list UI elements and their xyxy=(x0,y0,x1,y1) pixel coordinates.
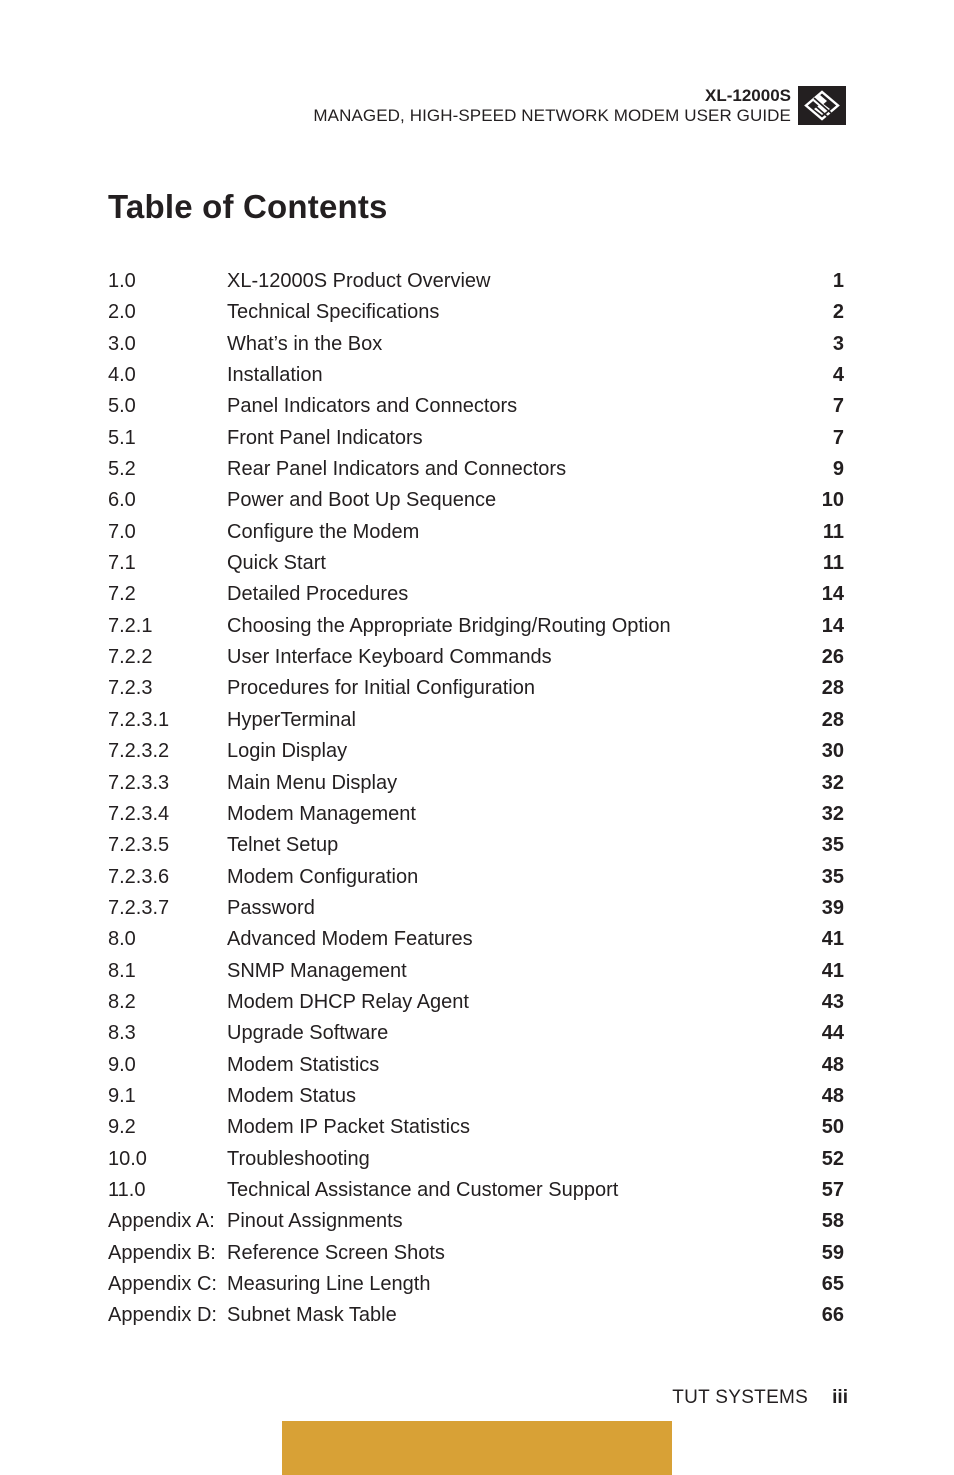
toc-entry[interactable] xyxy=(108,736,844,767)
toc-entry-page: 7 xyxy=(832,426,844,449)
toc-entry[interactable] xyxy=(108,548,844,579)
toc-entry-number: 7.2.3 xyxy=(108,677,153,700)
footer-page-number: iii xyxy=(832,1387,848,1408)
toc-entry-page: 58 xyxy=(821,1210,844,1233)
toc-entry-title: Reference Screen Shots xyxy=(227,1241,445,1264)
toc-entry-number: 7.2.2 xyxy=(108,646,153,669)
running-header xyxy=(313,86,791,126)
toc-entry-title: Panel Indicators and Connectors xyxy=(227,395,518,418)
toc-entry-page: 1 xyxy=(832,270,844,292)
toc-entry-title: Procedures for Initial Configuration xyxy=(227,677,535,700)
toc-entry[interactable] xyxy=(108,642,844,673)
toc-entry-number: 7.2.3.3 xyxy=(108,771,170,794)
toc-entry-page: 35 xyxy=(821,865,844,888)
product-name: XL-12000S xyxy=(705,86,791,105)
toc-entry-number: Appendix D: xyxy=(108,1304,217,1327)
toc-entry-number: 7.0 xyxy=(108,520,136,543)
toc-entry-page: 26 xyxy=(821,646,844,669)
toc-entry[interactable] xyxy=(108,485,844,516)
toc-entry-number: Appendix A: xyxy=(108,1210,215,1233)
toc-entry[interactable] xyxy=(108,423,844,454)
toc-entry-page: 30 xyxy=(821,740,844,763)
toc-entry[interactable] xyxy=(108,705,844,736)
page-footer xyxy=(672,1386,848,1410)
toc-entry-number: 11.0 xyxy=(108,1178,146,1201)
toc-entry[interactable] xyxy=(108,1269,844,1300)
toc-entry[interactable] xyxy=(108,517,844,548)
toc-entry[interactable] xyxy=(108,924,844,955)
toc-entry-number: 5.1 xyxy=(108,426,136,449)
toc-entry[interactable] xyxy=(108,673,844,704)
toc-entry-page: 32 xyxy=(821,802,844,825)
toc-entry[interactable] xyxy=(108,1050,844,1081)
toc-entry[interactable] xyxy=(108,1081,844,1112)
toc-entry-number: 4.0 xyxy=(108,364,136,387)
toc-entry-number: 7.2.3.7 xyxy=(108,896,170,919)
toc-entry[interactable] xyxy=(108,360,844,391)
toc-entry-page: 11 xyxy=(822,520,844,543)
toc-entry-number: Appendix B: xyxy=(108,1241,216,1264)
toc-entry[interactable] xyxy=(108,611,844,642)
toc-entry-title: Technical Specifications xyxy=(227,301,440,324)
toc-entry-number: 9.0 xyxy=(108,1053,136,1076)
toc-entry-page: 48 xyxy=(821,1084,844,1107)
toc-entry-page: 35 xyxy=(821,834,844,857)
toc-entry-title: Front Panel Indicators xyxy=(227,426,423,449)
toc-entry[interactable] xyxy=(108,956,844,987)
toc-entry-page: 65 xyxy=(821,1273,844,1295)
toc-entry[interactable] xyxy=(108,1300,844,1331)
toc-entry[interactable] xyxy=(108,1175,844,1206)
toc-entry-number: 7.2.3.4 xyxy=(108,802,170,825)
toc-entry-title: Detailed Procedures xyxy=(227,583,409,606)
toc-entry-page: 4 xyxy=(832,364,844,387)
toc-entry-page: 48 xyxy=(821,1053,844,1076)
toc-entry-number: 7.2.3.5 xyxy=(108,834,170,857)
toc-entry-number: 5.0 xyxy=(108,395,136,418)
toc-entry-title: Login Display xyxy=(227,740,348,763)
toc-entry[interactable] xyxy=(108,297,844,328)
toc-entry-title: What’s in the Box xyxy=(227,332,383,355)
toc-entry-number: 10.0 xyxy=(108,1147,147,1170)
toc-entry-number: 8.3 xyxy=(108,1022,136,1045)
toc-entry-title: Modem Management xyxy=(227,802,416,825)
toc-entry-page: 44 xyxy=(821,1022,844,1045)
toc-entry-title: Modem Status xyxy=(227,1084,356,1107)
toc-entry-title: Subnet Mask Table xyxy=(227,1304,397,1327)
toc-entry-number: 9.2 xyxy=(108,1116,136,1139)
toc-entry-number: 7.2.1 xyxy=(108,614,153,637)
toc-entry-page: 28 xyxy=(821,677,844,700)
toc-entry[interactable] xyxy=(108,862,844,893)
footer-company: TUT SYSTEMS xyxy=(672,1387,809,1408)
toc-entry[interactable] xyxy=(108,1112,844,1143)
toc-entry-title: User Interface Keyboard Commands xyxy=(227,646,552,669)
toc-entry-title: Power and Boot Up Sequence xyxy=(227,489,497,512)
toc-entry-page: 3 xyxy=(832,332,844,355)
toc-entry-page: 52 xyxy=(821,1147,844,1170)
toc-entry-page: 57 xyxy=(821,1178,844,1201)
toc-entry[interactable] xyxy=(108,1238,844,1269)
toc-entry-page: 10 xyxy=(821,489,844,512)
toc-entry-title: XL-12000S Product Overview xyxy=(227,270,491,292)
toc-entry-title: Modem DHCP Relay Agent xyxy=(227,990,469,1013)
toc-entry-title: SNMP Management xyxy=(227,959,407,982)
toc-entry-title: Telnet Setup xyxy=(227,834,339,857)
toc-entry-page: 59 xyxy=(821,1241,844,1264)
toc-entry-title: Installation xyxy=(227,364,323,387)
toc-entry-title: Upgrade Software xyxy=(227,1022,389,1045)
toc-entry-page: 9 xyxy=(832,458,844,481)
toc-entry-number: 7.2 xyxy=(108,583,136,606)
toc-entry-page: 41 xyxy=(821,928,844,951)
toc-entry-number: 3.0 xyxy=(108,332,136,355)
toc-entry-title: Modem Configuration xyxy=(227,865,419,888)
toc-entry-title: Password xyxy=(227,896,315,919)
tut-systems-logo-icon xyxy=(798,86,846,125)
toc-entry-number: 1.0 xyxy=(108,270,136,292)
chapter-tab xyxy=(282,1421,672,1475)
toc-entry-title: Troubleshooting xyxy=(227,1147,370,1170)
toc-entry-page: 50 xyxy=(821,1116,844,1139)
toc-entry-page: 41 xyxy=(821,959,844,982)
toc-entry-number: 8.2 xyxy=(108,990,136,1013)
toc-entry-page: 11 xyxy=(822,552,844,575)
toc-list xyxy=(108,266,844,1332)
toc-entry[interactable] xyxy=(108,391,844,422)
toc-entry-number: 7.2.3.2 xyxy=(108,740,170,763)
toc-entry-title: Main Menu Display xyxy=(227,771,398,794)
toc-entry-title: Modem IP Packet Statistics xyxy=(227,1116,471,1139)
toc-entry-page: 43 xyxy=(821,990,844,1013)
toc-entry-number: 7.2.3.1 xyxy=(108,708,170,731)
toc-entry-title: Configure the Modem xyxy=(227,520,420,543)
toc-entry-title: Choosing the Appropriate Bridging/Routing Option xyxy=(227,614,671,637)
toc-entry-page: 2 xyxy=(832,301,844,324)
toc-entry-number: Appendix C: xyxy=(108,1273,217,1295)
toc-entry[interactable] xyxy=(108,830,844,861)
toc-entry-number: 7.1 xyxy=(108,552,136,575)
toc-entry-title: Measuring Line Length xyxy=(227,1273,431,1295)
toc-entry-title: Quick Start xyxy=(227,552,326,575)
toc-entry-page: 7 xyxy=(832,395,844,418)
toc-entry[interactable] xyxy=(108,799,844,830)
toc-entry-number: 6.0 xyxy=(108,489,136,512)
toc-entry[interactable] xyxy=(108,1206,844,1237)
toc-entry[interactable] xyxy=(108,454,844,485)
toc-entry[interactable] xyxy=(108,893,844,924)
toc-entry-title: Technical Assistance and Customer Support xyxy=(227,1178,619,1201)
toc-entry[interactable] xyxy=(108,579,844,610)
toc-entry-page: 28 xyxy=(821,708,844,731)
toc-entry-number: 8.1 xyxy=(108,959,136,982)
toc-entry-page: 66 xyxy=(821,1304,844,1327)
guide-subtitle: MANAGED, HIGH-SPEED NETWORK MODEM USER GUIDE xyxy=(313,106,791,125)
toc-entry-title: Rear Panel Indicators and Connectors xyxy=(227,458,567,481)
toc-entry[interactable] xyxy=(108,768,844,799)
toc-entry-title: Advanced Modem Features xyxy=(227,928,473,951)
toc-entry-title: Modem Statistics xyxy=(227,1053,380,1076)
toc-entry[interactable] xyxy=(108,1144,844,1175)
toc-entry-title: Pinout Assignments xyxy=(227,1210,403,1233)
toc-entry-page: 39 xyxy=(821,896,844,919)
toc-entry-number: 2.0 xyxy=(108,301,136,324)
toc-entry-page: 14 xyxy=(821,614,844,637)
toc-entry[interactable] xyxy=(108,987,844,1018)
toc-entry-number: 9.1 xyxy=(108,1084,136,1107)
toc-entry-title: HyperTerminal xyxy=(227,708,356,731)
toc-entry[interactable] xyxy=(108,266,844,297)
toc-entry-page: 32 xyxy=(821,771,844,794)
toc-entry-page: 14 xyxy=(821,583,844,606)
page-title: Table of Contents xyxy=(108,188,388,225)
toc-entry-number: 5.2 xyxy=(108,458,136,481)
toc-entry[interactable] xyxy=(108,1018,844,1049)
toc-entry-number: 7.2.3.6 xyxy=(108,865,170,888)
toc-entry-number: 8.0 xyxy=(108,928,136,951)
toc-entry[interactable] xyxy=(108,329,844,360)
